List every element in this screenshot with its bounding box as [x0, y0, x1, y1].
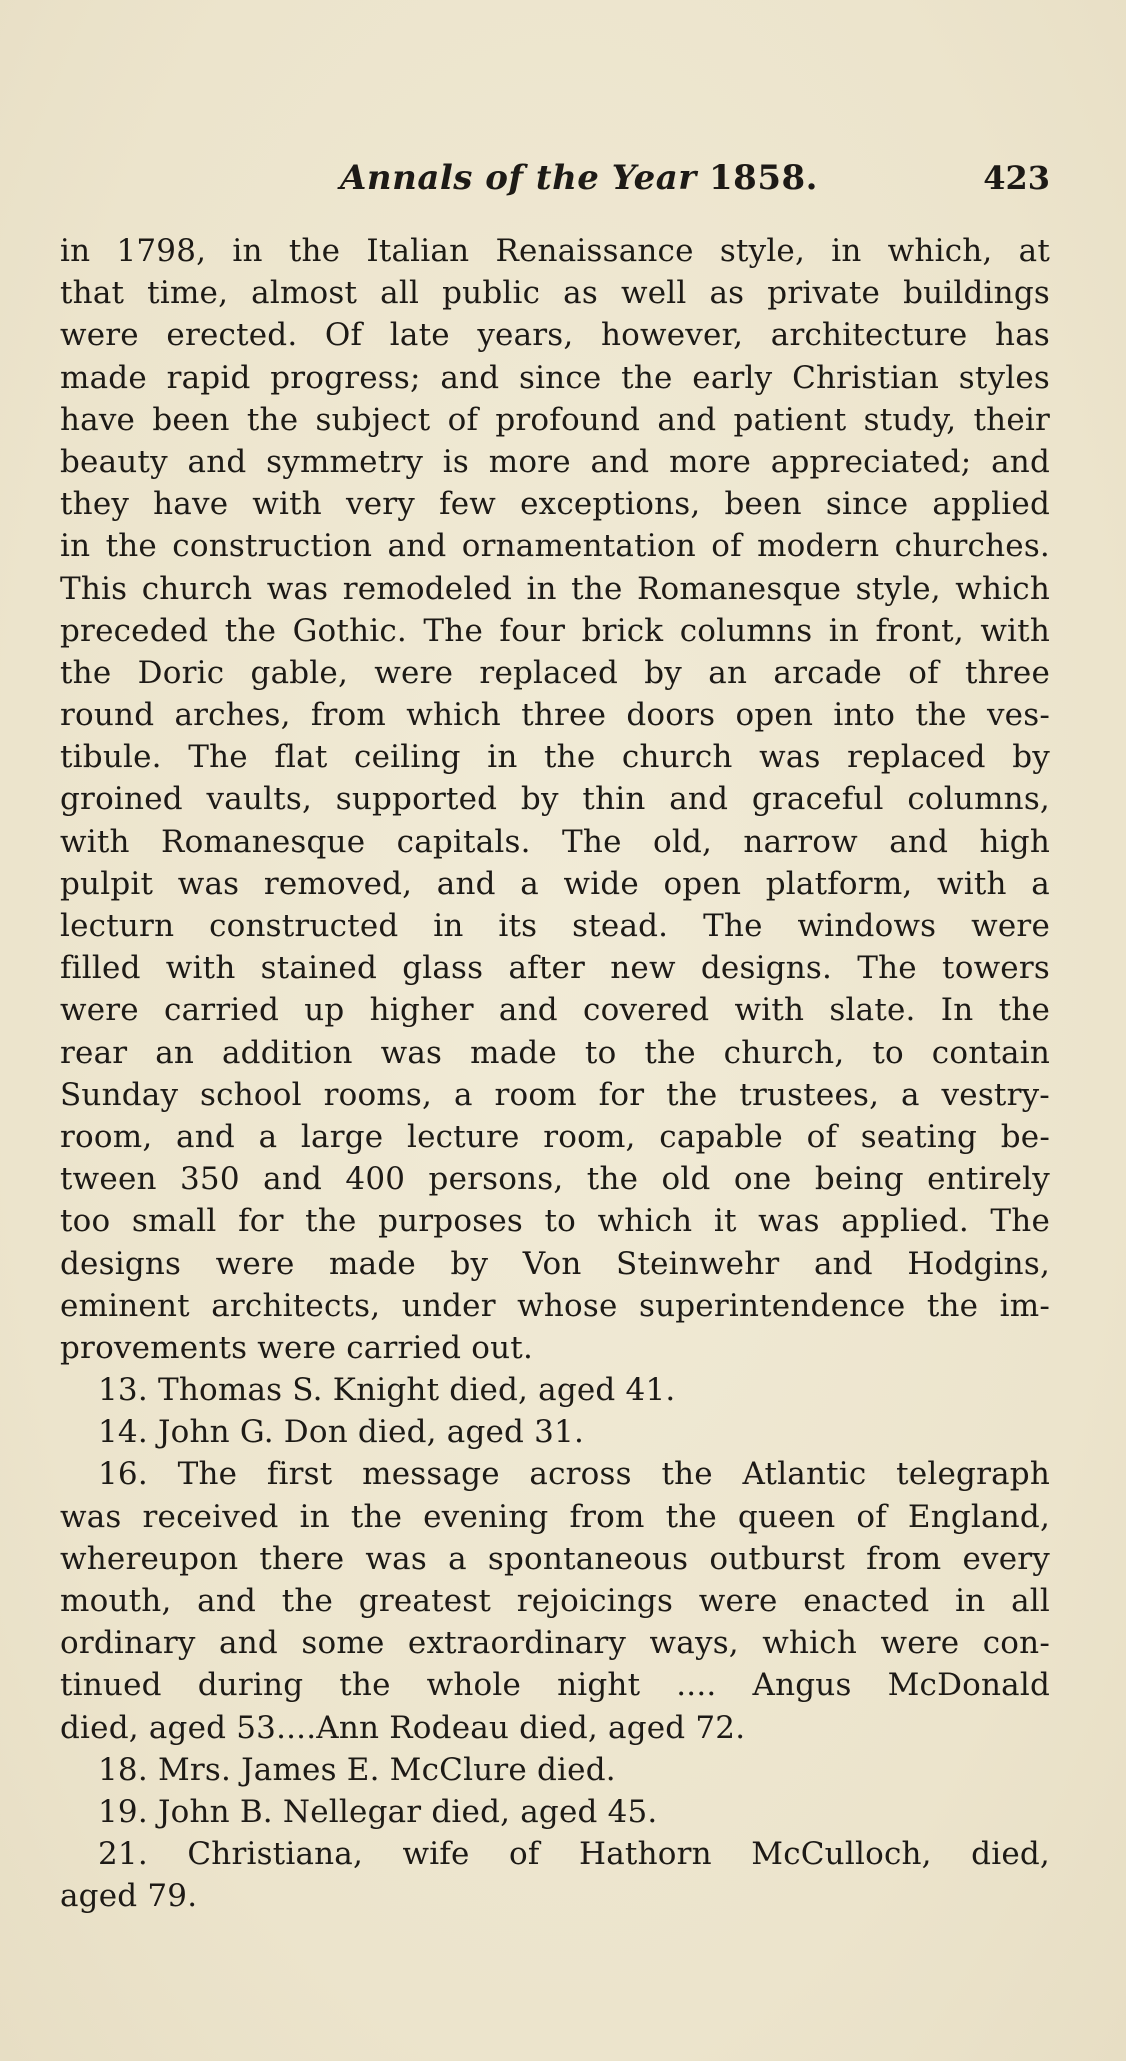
text-line: lecturn constructed in its stead. The windows were	[60, 908, 1050, 944]
text-line: whereupon there was a spontaneous outburst from every	[60, 1540, 1050, 1577]
text-line: that time, almost all public as well as private buildings	[60, 275, 1050, 312]
text-line: made rapid progress; and since the early Christian styles	[60, 359, 1050, 396]
text-line: room, and a large lecture room, capable of seating be-	[60, 1118, 1050, 1155]
running-title-text: Annals of the Year	[340, 158, 697, 198]
text-line: were erected. Of late years, however, architecture has	[60, 317, 1050, 354]
text-line: tinued during the whole night .... Angus McDonald	[60, 1667, 1050, 1704]
text-line: This church was remodeled in the Romanesque style, which	[60, 570, 1050, 607]
text-line: preceded the Gothic. The four brick columns in front, with	[60, 612, 1050, 649]
text-line: mouth, and the greatest rejoicings were enacted in all	[60, 1583, 1050, 1619]
text-line: tibule. The flat ceiling in the church was replaced by	[60, 739, 1050, 776]
text-line: they have with very few exceptions, been since applied	[60, 486, 1050, 523]
text-line: designs were made by Von Steinwehr and Hodgins,	[60, 1245, 1050, 1282]
text-line: pulpit was removed, and a wide open platform, with a	[60, 865, 1050, 902]
text-line: the Doric gable, were replaced by an arcade of three	[60, 654, 1050, 691]
text-line: beauty and symmetry is more and more appreciated; and	[60, 443, 1050, 480]
text-line: rear an addition was made to the church, to contain	[60, 1034, 1050, 1071]
entry-line: 19. John B. Nellegar died, aged 45.	[98, 1793, 658, 1830]
text-line: ordinary and some extraordinary ways, which were con-	[60, 1625, 1050, 1662]
entry-line: 13. Thomas S. Knight died, aged 41.	[98, 1372, 676, 1409]
text-line: Sunday school rooms, a room for the trustees, a vestry-	[60, 1076, 1050, 1113]
text-line: aged 79.	[60, 1878, 198, 1915]
text-line: in the construction and ornamentation of modern churches.	[60, 528, 1050, 565]
text-line: provements were carried out.	[60, 1329, 533, 1366]
running-title	[340, 150, 818, 206]
text-line: with Romanesque capitals. The old, narrow and high	[60, 823, 1050, 860]
text-line: died, aged 53....Ann Rodeau died, aged 72.	[60, 1709, 746, 1746]
entry-line: 16. The first message across the Atlantic telegraph	[98, 1456, 1050, 1493]
text-line: too small for the purposes to which it was applied. The	[60, 1203, 1050, 1240]
text-line: filled with stained glass after new designs. The towers	[60, 950, 1050, 987]
body-text	[60, 230, 1050, 1918]
text-line: was received in the evening from the queen of England,	[60, 1498, 1050, 1535]
running-title-year: 1858.	[709, 158, 818, 198]
page-header	[60, 150, 1050, 206]
text-line: have been the subject of profound and patient study, their	[60, 401, 1050, 438]
text-line: tween 350 and 400 persons, the old one being entirely	[60, 1161, 1050, 1198]
entry-line: 14. John G. Don died, aged 31.	[98, 1414, 585, 1451]
entry-line: 18. Mrs. James E. McClure died.	[98, 1751, 616, 1788]
text-line: in 1798, in the Italian Renaissance style, in which, at	[60, 233, 1050, 269]
text-line: eminent architects, under whose superintendence the im-	[60, 1287, 1050, 1324]
text-line: were carried up higher and covered with slate. In the	[60, 992, 1050, 1029]
entry-line: 21. Christiana, wife of Hathorn McCulloch, died,	[98, 1836, 1050, 1873]
text-line: groined vaults, supported by thin and graceful columns,	[60, 781, 1050, 818]
text-line: round arches, from which three doors open into the ves-	[60, 697, 1050, 734]
page-number: 423	[983, 159, 1050, 197]
